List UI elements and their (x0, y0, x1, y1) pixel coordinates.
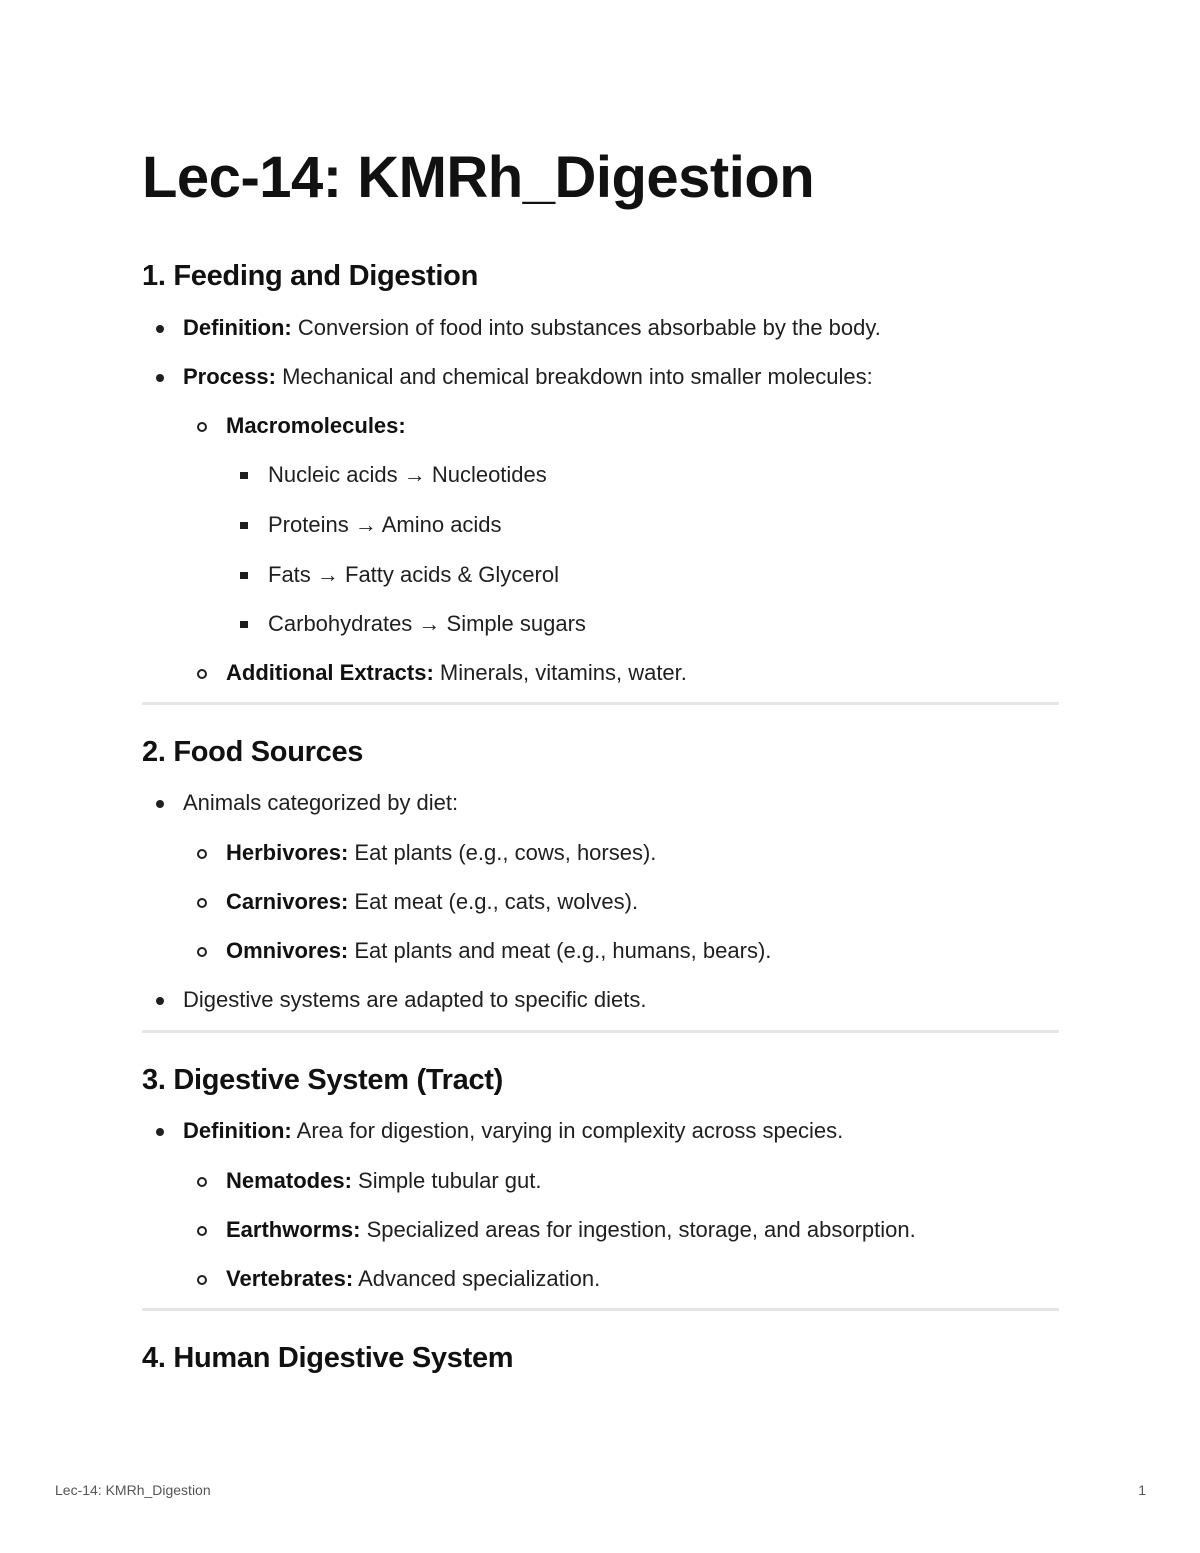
section-divider (142, 1030, 1059, 1033)
list-item: Definition: Area for digestion, varying in complexity across species. (183, 1118, 844, 1143)
list-item: Carnivores: Eat meat (e.g., cats, wolves). (226, 889, 639, 914)
list-item: Vertebrates: Advanced specialization. (226, 1266, 601, 1291)
section-heading-human-digestive-system: 4. Human Digestive System (142, 1342, 514, 1374)
list-item: Carbohydrates → Simple sugars (268, 611, 586, 636)
disc-bullet-icon (156, 325, 164, 333)
section-heading-feeding-and-digestion: 1. Feeding and Digestion (142, 260, 478, 292)
disc-bullet-icon (156, 374, 164, 382)
circle-bullet-icon (197, 422, 207, 432)
circle-bullet-icon (197, 849, 207, 859)
circle-bullet-icon (197, 669, 207, 679)
circle-bullet-icon (197, 1275, 207, 1285)
section-heading-food-sources: 2. Food Sources (142, 736, 364, 768)
disc-bullet-icon (156, 997, 164, 1005)
list-item: Digestive systems are adapted to specific diets. (183, 987, 647, 1012)
circle-bullet-icon (197, 1226, 207, 1236)
footer-document-title: Lec-14: KMRh_Digestion (55, 1482, 211, 1498)
list-item: Nematodes: Simple tubular gut. (226, 1168, 542, 1193)
square-bullet-icon (240, 572, 248, 579)
list-item: Definition: Conversion of food into substances absorbable by the body. (183, 315, 881, 340)
circle-bullet-icon (197, 1177, 207, 1187)
footer-page-number: 1 (1138, 1482, 1146, 1498)
section-divider (142, 702, 1059, 705)
square-bullet-icon (240, 472, 248, 479)
list-item: Earthworms: Specialized areas for ingestion, storage, and absorption. (226, 1217, 916, 1242)
circle-bullet-icon (197, 947, 207, 957)
section-heading-digestive-system-tract: 3. Digestive System (Tract) (142, 1064, 503, 1096)
page-title: Lec-14: KMRh_Digestion (142, 145, 815, 210)
list-item: Fats → Fatty acids & Glycerol (268, 562, 559, 587)
list-item: Process: Mechanical and chemical breakdown into smaller molecules: (183, 364, 873, 389)
list-item: Macromolecules: (226, 413, 406, 438)
list-item: Proteins → Amino acids (268, 512, 502, 537)
disc-bullet-icon (156, 1128, 164, 1136)
list-item: Animals categorized by diet: (183, 790, 459, 815)
disc-bullet-icon (156, 800, 164, 808)
section-divider (142, 1308, 1059, 1311)
list-item: Additional Extracts: Minerals, vitamins, water. (226, 660, 687, 685)
list-item: Omnivores: Eat plants and meat (e.g., humans, bears). (226, 938, 772, 963)
square-bullet-icon (240, 621, 248, 628)
list-item: Herbivores: Eat plants (e.g., cows, horses). (226, 840, 657, 865)
square-bullet-icon (240, 522, 248, 529)
list-item: Nucleic acids → Nucleotides (268, 462, 547, 487)
circle-bullet-icon (197, 898, 207, 908)
